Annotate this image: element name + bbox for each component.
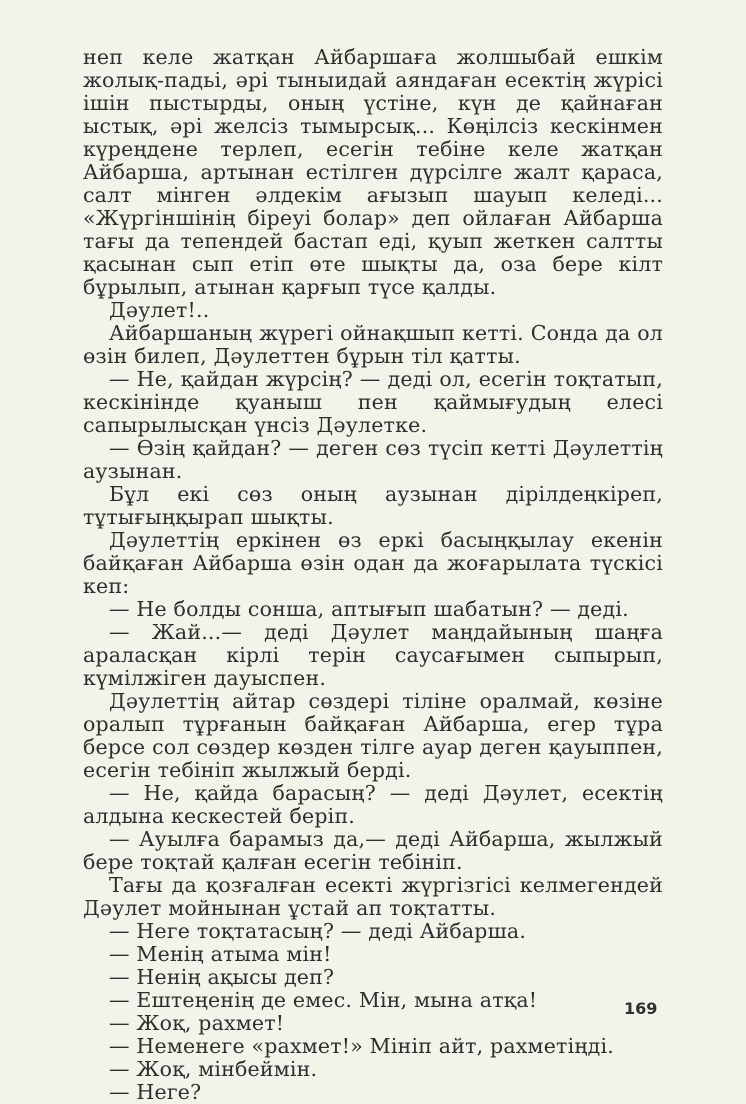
paragraph: — Не, қайда барасың? — деді Дәулет, есектің алдына кескестей беріп. [83, 781, 663, 828]
paragraph: Дәулет!.. [109, 298, 210, 322]
paragraph: — Жай...— деді Дәулет маңдайының шаңға араласқан кірлі терін саусағымен сыпырып, күмілжіген дауыспен. [83, 620, 663, 690]
paragraph: Бұл екі сөз оның аузынан дірілдеңкіреп, тұтығыңқырап шықты. [83, 482, 663, 529]
paragraph: — Не, қайдан жүрсің? — деді ол, есегін тоқтатып, кескінінде қуаныш пен қаймығудың елесі сапырылысқан үнсіз Дәулетке. [83, 367, 663, 437]
page-text [83, 46, 663, 1104]
paragraph: Дәулеттің еркінен өз еркі басыңқылау екенін байқаған Айбарша өзін одан да жоғарылата түскісі кеп: [83, 528, 663, 598]
paragraph: — Ауылға барамыз да,— деді Айбарша, жылжый бере тоқтай қалған есегін тебініп. [83, 827, 663, 874]
dialogue-line: — Неменеге «рахмет!» Мініп айт, рахметіңді. [109, 1034, 614, 1058]
dialogue-line: — Ненің ақысы деп? [109, 965, 335, 989]
dialogue-line: — Неге тоқтатасың? — деді Айбарша. [109, 919, 527, 943]
dialogue-line: — Ештеңенің де емес. Мін, мына атқа! [109, 988, 538, 1012]
dialogue-line: — Жоқ, рахмет! [109, 1011, 285, 1035]
paragraph: Дәулеттің айтар сөздері тіліне оралмай, көзіне оралып тұрғанын байқаған Айбарша, егер тұра берсе сол сөздер көзден тілге ауар деген қауыппен, есегін тебініп жылжый берді. [83, 689, 663, 782]
paragraph: — Өзің қайдан? — деген сөз түсіп кетті Дәулеттің аузынан. [83, 436, 663, 483]
paragraph: неп келе жатқан Айбаршаға жолшыбай ешкім жолық-падьі, әрі тыныидай аяндаған есектің жүрісі ішін пыстырды, оның үстіне, күн де қайнаған ыстық, әрі желсіз тымырсық... Көңілсіз кескінмен күреңдене терлеп, есегін тебіне келе жатқан Айбарша, артынан естілген дүрсілге жалт қараса, салт мінген әлдекім ағызып шауып келеді... «Жүргіншінің біреуі болар» деп ойлаған Айбарша тағы да тепендей бастап еді, қуып жеткен салтты қасынан сып етіп өте шықты да, оза бере кілт бұрылып, атынан қарғып түсе қалды. [83, 45, 663, 299]
paragraph: — Не болды сонша, аптығып шабатын? — деді. [109, 597, 629, 621]
dialogue-line: — Жоқ, мінбеймін. [109, 1057, 318, 1081]
dialogue-line: — Менің атыма мін! [109, 942, 332, 966]
page-number: 169 [624, 999, 658, 1018]
dialogue-line: — Неге? [109, 1080, 202, 1104]
paragraph: Айбаршаның жүрегі ойнақшып кетті. Сонда да ол өзін билеп, Дәулеттен бұрын тіл қатты. [83, 321, 663, 368]
paragraph: Тағы да қозғалған есекті жүргізгісі келмегендей Дәулет мойнынан ұстай ап тоқтатты. [83, 873, 663, 920]
